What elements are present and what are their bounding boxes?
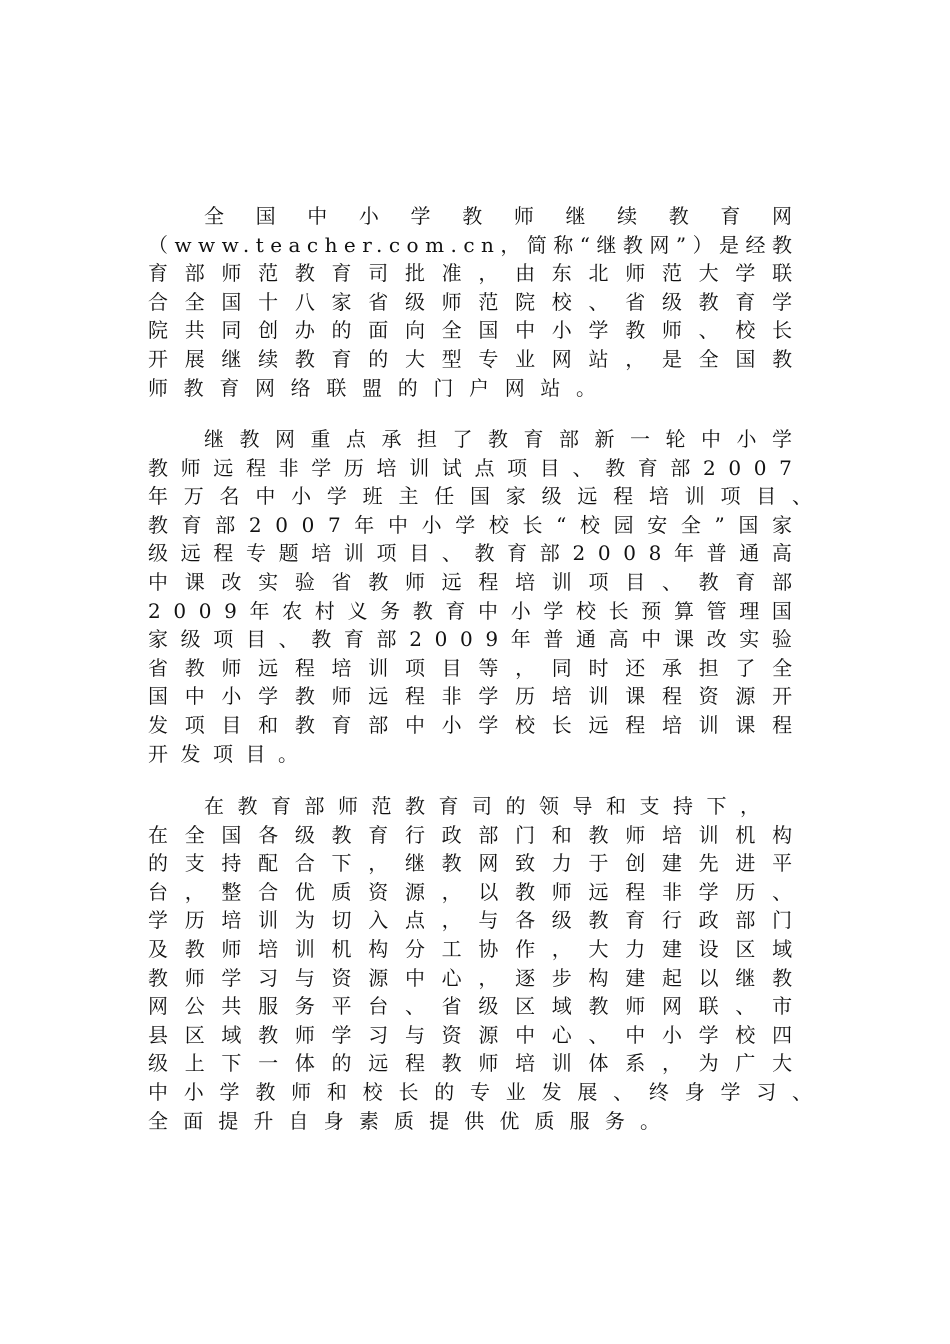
text-line: 县区域教师学习与资源中心、中小学校四 xyxy=(148,1022,809,1047)
text-line: 教师远程非学历培训试点项目、教育部2007 xyxy=(148,455,805,480)
text-line: 中小学教师和校长的专业发展、终身学习、 xyxy=(148,1079,828,1104)
text-line: 国中小学教师远程非学历培训课程资源开 xyxy=(148,684,809,709)
text-line: 开展继续教育的大型专业网站，是全国教 xyxy=(148,346,809,371)
text-line: 师教育网络联盟的门户网站。 xyxy=(148,375,612,400)
text-line: 院共同创办的面向全国中小学教师、校长 xyxy=(148,318,809,343)
text-line: 学历培训为切入点，与各级教育行政部门 xyxy=(148,908,809,933)
text-line: 继教网重点承担了教育部新一轮中小学 xyxy=(204,427,808,451)
text-line: 教育部2007年中小学校长“校园安全”国家 xyxy=(148,512,806,537)
paragraph-intro xyxy=(148,202,824,402)
text-line: 发项目和教育部中小学校长远程培训课程 xyxy=(148,712,809,737)
text-line: 的支持配合下，继教网致力于创建先进平 xyxy=(148,851,809,876)
paragraph-projects xyxy=(148,425,828,768)
text-line: 省教师远程培训项目等，同时还承担了全 xyxy=(148,655,809,680)
text-line: 教师学习与资源中心，逐步构建起以继教 xyxy=(148,965,809,990)
text-line: 中课改实验省教师远程培训项目、教育部 xyxy=(148,569,809,594)
text-line: 在教育部师范教育司的领导和支持下， xyxy=(204,794,774,818)
text-line: （www.teacher.com.cn，简称“继教网”）是经教 xyxy=(148,232,799,257)
text-line: 全面提升自身素质提供优质服务。 xyxy=(148,1108,676,1133)
text-line: 2009年农村义务教育中小学校长预算管理国 xyxy=(148,598,805,623)
text-line: 级上下一体的远程教师培训体系，为广大 xyxy=(148,1051,809,1076)
text-line: 家级项目、教育部2009年普通高中课改实验 xyxy=(148,627,805,652)
text-line: 年万名中小学班主任国家级远程培训项目、 xyxy=(148,484,828,509)
text-line: 在全国各级教育行政部门和教师培训机构 xyxy=(148,822,809,847)
text-line: 全国中小学教师继续教育网 xyxy=(204,204,824,228)
text-line: 及教师培训机构分工协作，大力建设区域 xyxy=(148,936,809,961)
text-line: 育部师范教育司批准，由东北师范大学联 xyxy=(148,261,809,286)
paragraph-mission xyxy=(148,792,828,1135)
text-line: 开发项目。 xyxy=(148,741,311,766)
text-line: 网公共服务平台、省级区域教师网联、市 xyxy=(148,994,809,1019)
text-line: 合全国十八家省级师范院校、省级教育学 xyxy=(148,289,809,314)
text-line: 台，整合优质资源，以教师远程非学历、 xyxy=(148,879,809,904)
text-line: 级远程专题培训项目、教育部2008年普通高 xyxy=(148,541,805,566)
